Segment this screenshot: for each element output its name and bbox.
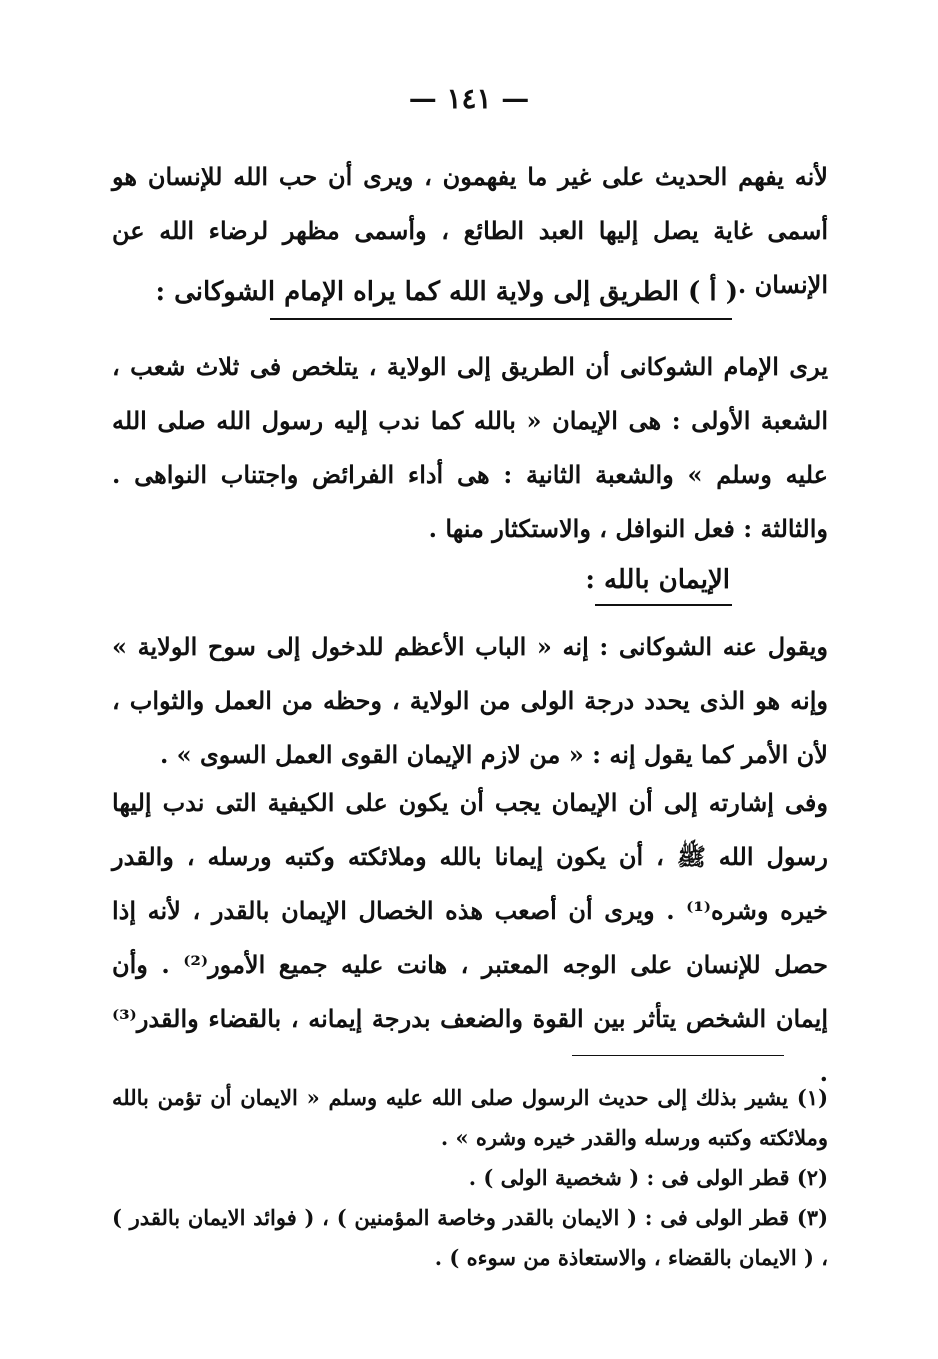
footnote-separator bbox=[572, 1055, 784, 1056]
heading-a-underline bbox=[270, 318, 732, 320]
faith-paragraph-1: ويقول عنه الشوكانى : إنه « الباب الأعظم للدخول إلى سوح الولاية » وإنه هو الذى يحدد درجة الولى من الولاية ، وحظه من العمل والثواب ، لأن الأمر كما يقول إنه : « من لازم الإيمان القوى العمل السوى » . bbox=[112, 632, 828, 769]
page-number: — ١٤١ — bbox=[408, 82, 530, 115]
footnote-1: (١) يشير بذلك إلى حديث الرسول صلى الله عليه وسلم « الايمان أن تؤمن بالله وملائكته وكتبه ورسله والقدر خيره وشره » . bbox=[112, 1085, 828, 1150]
branches-paragraph-block bbox=[112, 340, 828, 556]
section-heading-faith: الإيمان بالله : bbox=[585, 565, 730, 595]
footnote-3: (٣) قطر الولى فى : ( الايمان بالقدر وخاصة المؤمنين ) ، ( فوائد الايمان بالقدر ) ، ( الايمان بالقضاء ، والاستعاذة من سوءه ) . bbox=[112, 1205, 828, 1270]
footnote-2: (٢) قطر الولى فى : ( شخصية الولى ) . bbox=[468, 1165, 828, 1190]
heading-faith-underline bbox=[595, 604, 732, 606]
section-heading-a: ( أ ) الطريق إلى ولاية الله كما يراه الإمام الشوكانى : bbox=[155, 277, 738, 307]
branches-paragraph: يرى الإمام الشوكانى أن الطريق إلى الولاية ، يتلخص فى ثلاث شعب ، الشعبة الأولى : هى الإيمان « بالله كما ندب إليه رسول الله صلى الله عليه وسلم » والشعبة الثانية : هى أداء الفرائض واجتناب النواهى . والثالثة : فعل النوافل ، والاستكثار منها . bbox=[112, 352, 828, 543]
faith-paragraph-block-2 bbox=[112, 776, 828, 1100]
footnotes bbox=[112, 1078, 828, 1278]
intro-paragraph: لأنه يفهم الحديث على غير ما يفهمون ، ويرى أن حب الله للإنسان هو أسمى غاية يصل إليها العبد الطائع ، وأسمى مظهر لرضاء الله عن الإنسان . bbox=[112, 162, 828, 299]
faith-paragraph-2: وفى إشارته إلى أن الإيمان يجب أن يكون على الكيفية التى ندب إليها رسول الله ﷺ ، أن يكون إيمانا بالله وملائكته وكتبه ورسله ، والقدر خيره وشره⁽¹⁾ . ويرى أن أصعب هذه الخصال الإيمان بالقدر ، لأنه إذا حصل للإنسان على الوجه المعتبر ، هانت عليه جميع الأمور⁽²⁾ . وأن إيمان الشخص يتأثر بين القوة والضعف بدرجة إيمانه ، بالقضاء والقدر⁽³⁾ . bbox=[112, 788, 829, 1087]
faith-paragraph-block-1 bbox=[112, 620, 828, 782]
